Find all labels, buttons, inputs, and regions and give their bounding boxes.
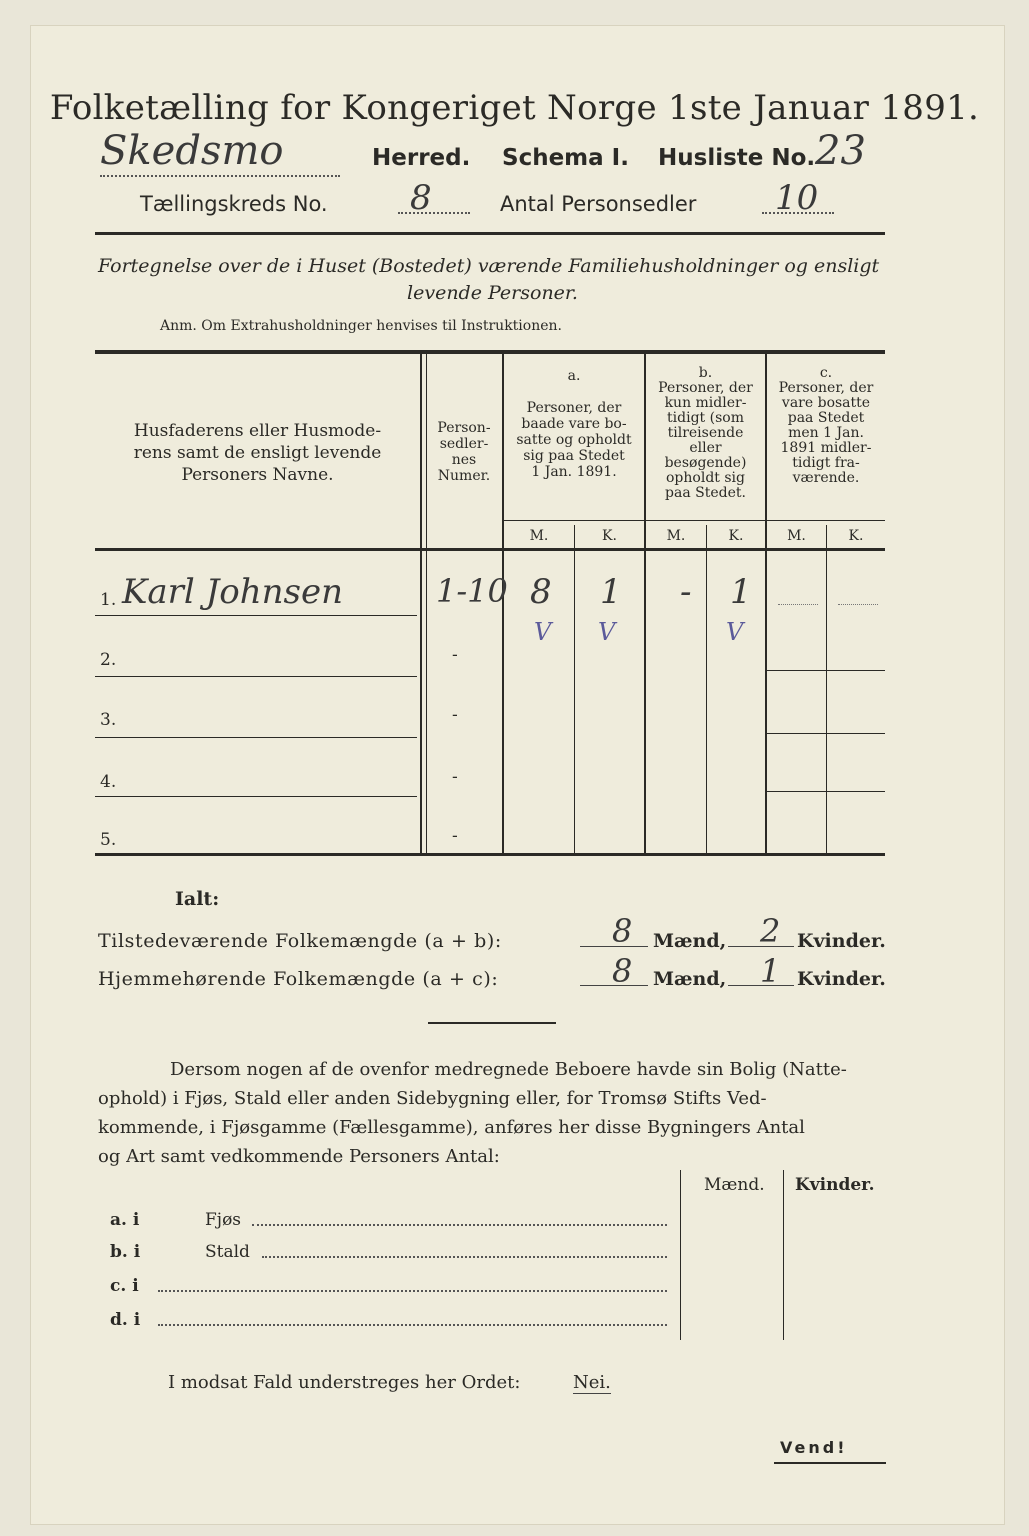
- tilstede-label: Tilstedeværende Folkemængde (a + b):: [98, 930, 502, 952]
- census-form-page: [30, 25, 1005, 1525]
- building-row-label: a. i: [110, 1210, 140, 1230]
- antal-dotted-line: [762, 212, 834, 214]
- mk-label: M.: [666, 528, 686, 544]
- row-line: [767, 670, 885, 671]
- personsedler-number: 1-10: [436, 572, 508, 610]
- kvinder-label: Kvinder.: [797, 930, 886, 952]
- footer-paragraph: Dersom nogen af de ovenfor medregnede Beboere havde sin Bolig (Natte- ophold) i Fjøs, Stald eller anden Sidebygning eller, for Tromsø Stifts Ved- kommende, i Fjøsgamme (Fællesgamme), anføres her disse Bygningers Antal og Art samt vedkommende Personers Antal:: [98, 1059, 847, 1167]
- personsedler-number: -: [452, 645, 458, 665]
- c-male-blank: [778, 604, 818, 605]
- building-row-dots: [262, 1256, 667, 1258]
- mk-label: M.: [529, 528, 549, 544]
- personsedler-number: -: [452, 705, 458, 725]
- antal-value: 10: [775, 178, 819, 218]
- mk-rule: [504, 520, 885, 521]
- herred-dotted-line: [100, 175, 340, 177]
- tilstede-kvinder-line: [728, 946, 794, 947]
- ialt-label: Ialt:: [175, 888, 220, 910]
- col-name-header: Husfaderens eller Husmode- rens samt de ensligt levende Personers Navne.: [133, 421, 382, 485]
- building-row-label: c. i: [110, 1276, 139, 1296]
- personsedler-number: -: [452, 767, 458, 787]
- row-line: [95, 615, 417, 616]
- hjemme-maend-line: [580, 985, 648, 986]
- b-female-count: 1: [730, 572, 752, 612]
- col-divider: [826, 525, 827, 854]
- col-divider: [420, 354, 422, 854]
- building-row-type: Fjøs: [205, 1210, 242, 1230]
- intro-line1: Fortegnelse over de i Huset (Bostedet) værende Familiehusholdninger og ensligt: [98, 255, 880, 277]
- tilstede-maend-value: 8: [612, 912, 633, 950]
- row-line: [767, 791, 885, 792]
- intro-line2: levende Personer.: [407, 282, 578, 304]
- husliste-value: 23: [815, 128, 866, 174]
- footer-col-divider: [783, 1170, 784, 1340]
- husliste-label: Husliste No.: [658, 145, 816, 171]
- mk-label: K.: [848, 528, 864, 544]
- row-number: 4.: [100, 772, 117, 792]
- col-a-header: a. Personer, der baade vare bo- satte og opholdt sig paa Stedet 1 Jan. 1891.: [516, 368, 632, 480]
- mk-label: M.: [787, 528, 806, 544]
- mk-label: K.: [728, 528, 744, 544]
- row-line: [95, 676, 417, 677]
- anm-note: Anm. Om Extrahusholdninger henvises til Instruktionen.: [160, 318, 562, 334]
- nei-word: Nei.: [573, 1372, 611, 1393]
- building-row-dots: [158, 1290, 667, 1292]
- row-line: [95, 737, 417, 738]
- modsat-text: I modsat Fald understreges her Ordet:: [168, 1372, 521, 1393]
- col-num-header: Person- sedler- nes Numer.: [437, 420, 491, 484]
- tilstede-kvinder-value: 2: [760, 912, 781, 950]
- kreds-label: Tællingskreds No.: [140, 192, 328, 216]
- herred-label: Herred.: [372, 145, 471, 171]
- footer-col-kvinder: Kvinder.: [795, 1175, 875, 1195]
- col-divider: [574, 525, 575, 854]
- schema-label: Schema I.: [502, 145, 629, 171]
- checkmark-icon: V: [726, 618, 744, 646]
- b-male-count: -: [680, 572, 692, 612]
- hjemme-maend-value: 8: [612, 952, 633, 990]
- mk-label: K.: [602, 528, 617, 544]
- building-row-label: b. i: [110, 1242, 141, 1262]
- resident-name: Karl Johnsen: [122, 572, 343, 612]
- col-c-header: c. Personer, der vare bosatte paa Stedet men 1 Jan. 1891 midler- tidigt fra- værende.: [778, 365, 874, 486]
- building-row-label: d. i: [110, 1310, 141, 1330]
- herred-value: Skedsmo: [100, 128, 284, 174]
- a-male-count: 8: [530, 572, 552, 612]
- checkmark-icon: V: [598, 618, 616, 646]
- maend-label: Mænd,: [653, 930, 727, 952]
- row-number: 2.: [100, 650, 117, 670]
- col-divider: [706, 525, 707, 854]
- a-female-count: 1: [600, 572, 622, 612]
- header-rule: [95, 232, 885, 235]
- building-row-dots: [252, 1224, 667, 1226]
- footer-col-maend: Mænd.: [704, 1175, 765, 1195]
- building-row-dots: [158, 1324, 667, 1326]
- kreds-value: 8: [410, 178, 432, 218]
- antal-label: Antal Personsedler: [500, 192, 697, 216]
- form-title: Folketælling for Kongeriget Norge 1ste Januar 1891.: [49, 88, 980, 128]
- kreds-dotted-line: [398, 212, 470, 214]
- col-b-header: b. Personer, der kun midler- tidigt (som tilreisende eller besøgende) opholdt sig paa Stedet.: [658, 365, 753, 501]
- checkmark-icon: V: [534, 618, 552, 646]
- building-row-type: Stald: [205, 1242, 250, 1262]
- kvinder-label: Kvinder.: [797, 968, 886, 990]
- row-number: 3.: [100, 710, 117, 730]
- c-female-blank: [838, 604, 878, 605]
- vend-rule: [774, 1462, 886, 1464]
- separator-rule: [428, 1022, 556, 1024]
- maend-label: Mænd,: [653, 968, 727, 990]
- row-line: [95, 796, 417, 797]
- footer-col-divider: [680, 1170, 681, 1340]
- tilstede-maend-line: [580, 946, 648, 947]
- row-number: 1.: [100, 590, 117, 610]
- hjemme-label: Hjemmehørende Folkemængde (a + c):: [98, 968, 499, 990]
- hjemme-kvinder-value: 1: [760, 952, 781, 990]
- hjemme-kvinder-line: [728, 985, 794, 986]
- personsedler-number: -: [452, 826, 458, 846]
- row-line: [767, 733, 885, 734]
- row-number: 5.: [100, 830, 117, 850]
- vend-label: Vend!: [780, 1438, 848, 1457]
